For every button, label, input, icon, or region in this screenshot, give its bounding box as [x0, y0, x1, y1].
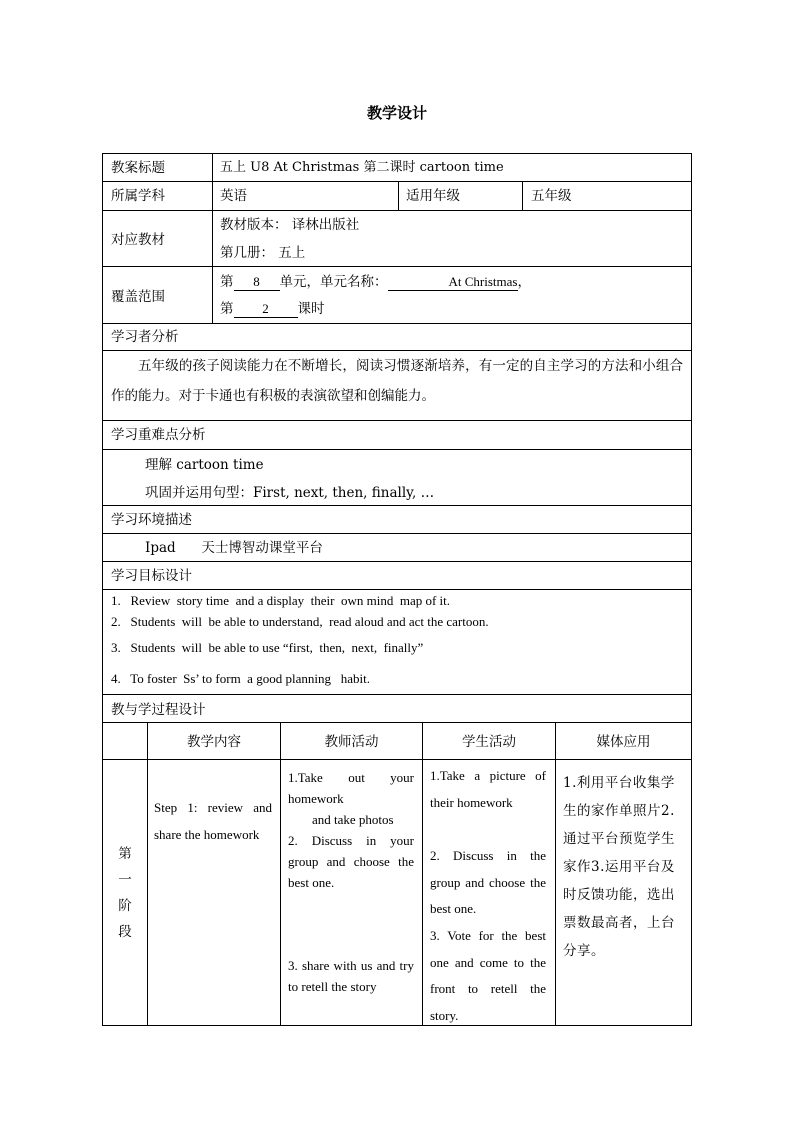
stage-label-char: 第: [118, 846, 132, 862]
column-header-media: 媒体应用: [596, 734, 651, 750]
stage-label-char: 阶: [118, 898, 132, 914]
objective-item: 2. Students will be able to understand, read aloud and act the cartoon.: [111, 614, 489, 629]
objective-item: 1. Review story time and a display their own mind map of it.: [111, 593, 451, 608]
teacher-activity-1: 1.Take out your homework: [288, 770, 414, 806]
process-content: Step 1: review and share the homework: [154, 800, 272, 842]
stage-label-char: 一: [118, 872, 132, 888]
coverage-unit-suffix: ，: [517, 274, 531, 290]
teacher-activity-3: 3. share with us and try to retell the story: [288, 958, 414, 994]
textbook-label: 对应教材: [111, 232, 165, 248]
coverage-lesson-line: [220, 299, 325, 319]
subject-label: 所属学科: [111, 188, 165, 204]
learner-analysis-text: 五年级的孩子阅读能力在不断增长，阅读习惯逐渐培养，有一定的自主学习的方法和小组合作的能力。对于卡通也有积极的表演欲望和创编能力。: [111, 358, 683, 404]
key-points-line2: 巩固并运用句型：First, next, then, finally, …: [145, 485, 435, 501]
subject-value: 英语: [220, 188, 247, 204]
textbook-volume: 第几册： 五上: [220, 245, 306, 261]
coverage-lesson-suffix: 课时: [297, 301, 325, 317]
key-points-line1: 理解 cartoon time: [145, 457, 264, 473]
teacher-activity-1b: and take photos: [312, 812, 394, 827]
grade-label: 适用年级: [406, 188, 460, 204]
column-header-student: 学生活动: [462, 734, 516, 750]
student-activity-3: 3. Vote for the best one and come to the front to retell the story.: [430, 928, 546, 1023]
coverage-unit-prefix: 第: [220, 274, 234, 290]
coverage-lesson-prefix: 第: [220, 301, 234, 317]
key-points-heading: 学习重难点分析: [111, 427, 206, 443]
stage-label-char: 段: [118, 924, 132, 940]
grade-value: 五年级: [531, 188, 572, 204]
coverage-unit-mid: 单元，单元名称：: [279, 274, 388, 290]
student-activity-1: 1.Take a picture of their homework: [430, 768, 546, 810]
column-header-content: 教学内容: [187, 734, 241, 750]
environment-heading: 学习环境描述: [111, 512, 192, 528]
learner-analysis-heading: 学习者分析: [111, 329, 179, 345]
objective-item: 4. To foster Ss’ to form a good planning habit.: [111, 671, 370, 686]
student-activity-2: 2. Discuss in the group and choose the best one.: [430, 848, 546, 916]
lesson-title-label: 教案标题: [111, 160, 165, 176]
media-application: 1.利用平台收集学生的家作单照片2.通过平台预览学生家作3.运用平台及时反馈功能，选出票数最高者，上台分享。: [563, 775, 675, 959]
objective-item: 3. Students will be able to use “first, then, next, finally”: [111, 640, 424, 655]
objectives-heading: 学习目标设计: [111, 568, 192, 584]
environment-text: Ipad 天士博智动课堂平台: [145, 540, 323, 556]
column-header-teacher: 教师活动: [324, 734, 379, 750]
lesson-title-value: 五上 U8 At Christmas 第二课时 cartoon time: [220, 160, 504, 175]
textbook-version: 教材版本： 译林出版社: [220, 217, 360, 233]
teacher-activity-2: 2. Discuss in your group and choose the best one.: [288, 833, 414, 890]
stage-label: [103, 841, 147, 945]
document-title: 教学设计: [366, 104, 427, 122]
coverage-unit-line: [220, 272, 531, 292]
coverage-lesson-number: 2: [234, 301, 298, 318]
coverage-unit-number: 8: [234, 274, 280, 291]
coverage-label: 覆盖范围: [111, 289, 165, 305]
coverage-unit-name: At Christmas: [388, 274, 518, 291]
process-heading: 教与学过程设计: [111, 702, 206, 718]
